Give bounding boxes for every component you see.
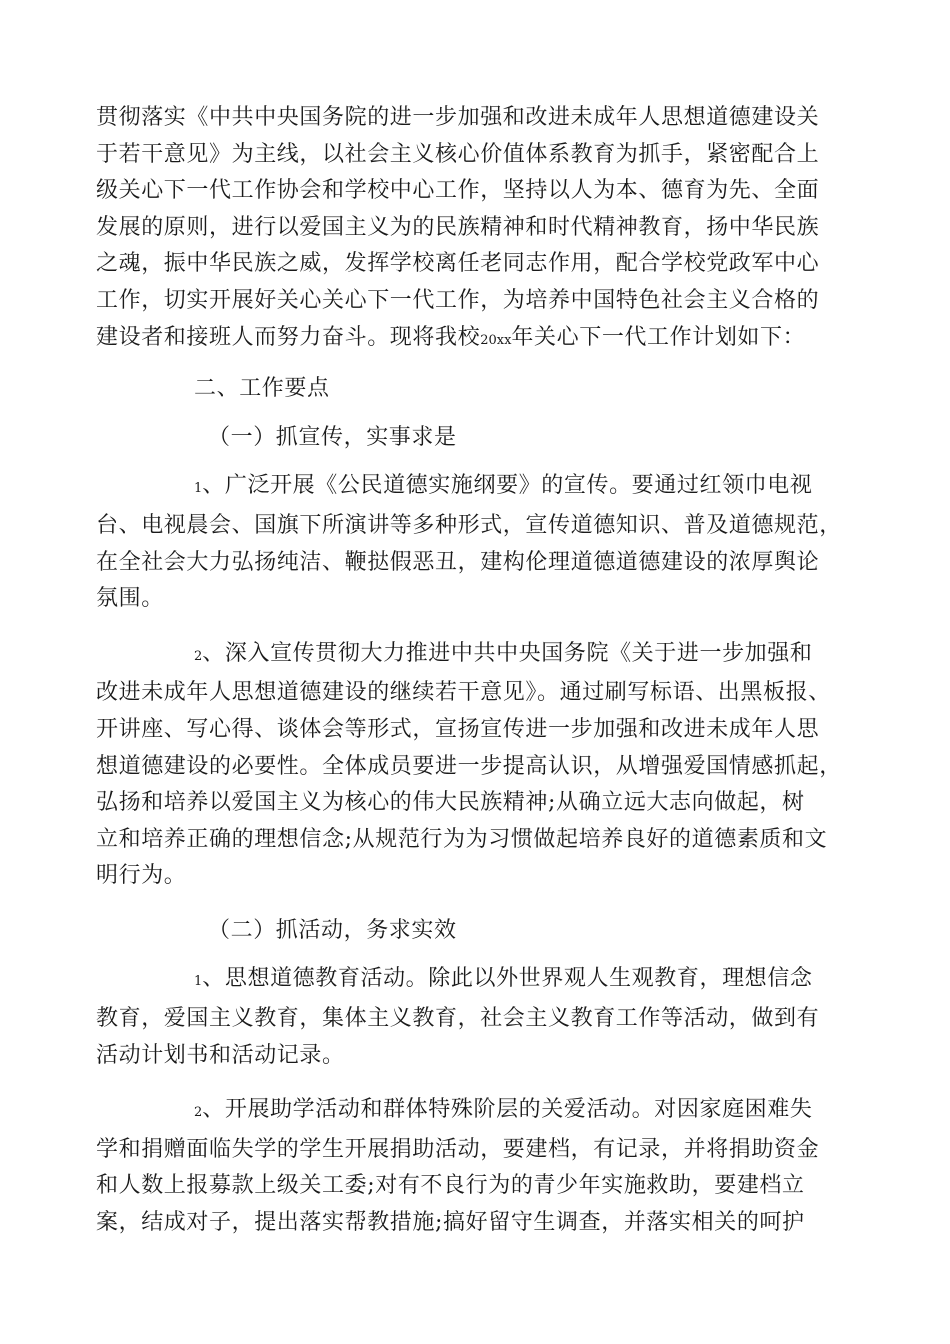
item-number: 1	[194, 481, 203, 497]
text-segment: 建设者和接班人而努力奋斗。现将我校	[96, 324, 481, 350]
text-line	[96, 961, 866, 1001]
text-segment: 年关心下一代工作计划如下：	[511, 324, 806, 350]
text-line: 改进未成年人思想道德建设的继续若干意见》。通过刷写标语、出黑板报、	[96, 680, 831, 706]
section-heading: 二、工作要点	[194, 376, 330, 402]
text-line: 发展的原则，进行以爱国主义为的民族精神和时代精神教育，扬中华民族	[96, 214, 820, 240]
text-segment: 、深入宣传贯彻大力推进中共中央国务院《关于进一步加强和	[202, 640, 813, 666]
text-line	[96, 468, 866, 508]
text-line: 明行为。	[96, 863, 187, 889]
text-segment: 、开展助学活动和群体特殊阶层的关爱活动。对因家庭困难失	[202, 1097, 813, 1123]
text-line: 弘扬和培养以爱国主义为核心的伟大民族精神;从确立远大志向做起，树	[96, 790, 805, 816]
item-number: 2	[194, 648, 203, 664]
text-line: 开讲座、写心得、谈体会等形式，宣扬宣传进一步加强和改进未成年人思	[96, 716, 820, 742]
text-line	[96, 636, 866, 676]
text-line: 之魂，振中华民族之威，发挥学校离任老同志作用，配合学校党政军中心	[96, 251, 820, 277]
text-line: 于若干意见》为主线，以社会主义核心价值体系教育为抓手，紧密配合上	[96, 141, 820, 167]
text-line: 级关心下一代工作协会和学校中心工作，坚持以人为本、德育为先、全面	[96, 178, 820, 204]
text-line: 氛围。	[96, 586, 164, 612]
text-line: 学和捐赠面临失学的学生开展捐助活动，要建档，有记录，并将捐助资金	[96, 1136, 820, 1162]
item-paragraph	[96, 636, 866, 895]
text-line: 贯彻落实《中共中央国务院的进一步加强和改进未成年人思想道德建设关	[96, 105, 820, 130]
year-number: 20xx	[480, 332, 512, 348]
text-line: 教育，爱国主义教育，集体主义教育，社会主义教育工作等活动，做到有	[96, 1006, 820, 1032]
text-line: 和人数上报募款上级关工委;对有不良行为的青少年实施救助，要建档立	[96, 1173, 805, 1199]
document-page	[96, 100, 866, 1242]
text-line	[96, 320, 866, 360]
text-line: 想道德建设的必要性。全体成员要进一步提高认识，从增强爱国情感抓起，	[96, 753, 842, 779]
text-line: 立和培养正确的理想信念;从规范行为为习惯做起培养良好的道德素质和文	[96, 826, 828, 852]
item-paragraph	[96, 1092, 866, 1241]
item-paragraph	[96, 468, 866, 617]
text-line	[96, 1092, 866, 1132]
text-segment: 、广泛开展《公民道德实施纲要》的宣传。要通过红领巾电视	[202, 473, 813, 499]
intro-paragraph	[96, 100, 866, 359]
text-line: 在全社会大力弘扬纯洁、鞭挞假恶丑，建构伦理道德道德建设的浓厚舆论	[96, 549, 820, 575]
item-number: 1	[194, 974, 203, 990]
text-line: 活动计划书和活动记录。	[96, 1042, 345, 1068]
text-segment: 、思想道德教育活动。除此以外世界观人生观教育，理想信念	[202, 966, 813, 992]
text-line: 台、电视晨会、国旗下所演讲等多种形式，宣传道德知识、普及道德规范，	[96, 512, 842, 538]
text-line: 工作，切实开展好关心关心下一代工作，为培养中国特色社会主义合格的	[96, 287, 820, 313]
item-number: 2	[194, 1105, 203, 1121]
text-line: 案，结成对子，提出落实帮教措施;搞好留守生调查，并落实相关的呵护	[96, 1210, 805, 1236]
item-paragraph	[96, 961, 866, 1074]
subsection-heading: （一）抓宣传，实事求是	[208, 424, 457, 450]
subsection-heading: （二）抓活动，务求实效	[208, 917, 457, 943]
